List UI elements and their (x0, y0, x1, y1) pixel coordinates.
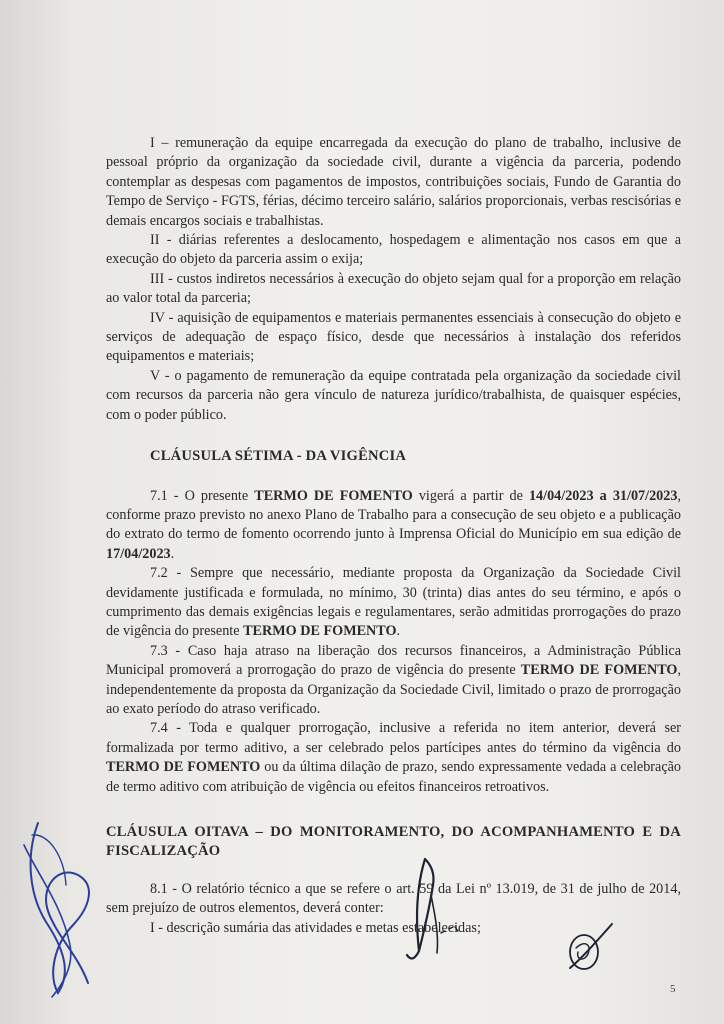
signature-right (562, 918, 622, 978)
bold-span: TERMO DE FOMENTO (520, 662, 678, 679)
bold-span: TERMO DE FOMENTO (106, 759, 261, 776)
list-item: V - o pagamento de remuneração da equipe contratada pela organização da sociedade civil com recursos da parceria não gera vínculo de natureza jurídico/trabalhista, de quaisquer espécies, com o poder público. (106, 367, 681, 423)
signature-center (395, 855, 475, 965)
clause-heading-7: CLÁUSULA SÉTIMA - DA VIGÊNCIA (150, 448, 407, 465)
page-number: 5 (670, 983, 676, 995)
paragraph-7-4 (106, 719, 681, 797)
text-span: . (396, 623, 401, 640)
paragraph-8-1: 8.1 - O relatório técnico a que se refere o art. 59 da Lei nº 13.019, de 31 de julho de 2014, sem prejuízo de outros elementos, deverá conter: (106, 880, 681, 917)
text-span: vigerá a partir de (412, 487, 529, 504)
signature-left (18, 815, 108, 1000)
text-span: 7.3 - Caso haja atraso na liberação dos recursos financeiros, a Administração Pública Municipal promoverá a prorrogação do prazo de vigência do presente (106, 642, 681, 679)
text-span: , independentemente da proposta da Organização da Sociedade Civil, limitado o prazo de prorrogação ao exato período do atraso verificado. (106, 662, 681, 717)
text-span: . (170, 545, 175, 562)
list-item: III - custos indiretos necessários à execução do objeto sejam qual for a proporção em relação ao valor total da parceria; (106, 270, 681, 307)
list-item: I – remuneração da equipe encarregada da execução do plano de trabalho, inclusive de pessoal próprio da organização da sociedade civil, durante a vigência da parceria, podendo contemplar as despesas com pagamentos de impostos, contribuições sociais, Fundo de Garantia do Tempo de Serviço - FGTS, férias, décimo terceiro salário, salários proporcionais, verbas rescisórias e demais encargos sociais e trabalhistas. (106, 135, 681, 229)
bold-span: TERMO DE FOMENTO (243, 623, 397, 640)
bold-span: 17/04/2023 (106, 545, 171, 562)
list-item: II - diárias referentes a deslocamento, hospedagem e alimentação nos casos em que a execução do objeto da parceria assim o exija; (106, 232, 681, 268)
text-span: , conforme prazo previsto no anexo Plano de Trabalho para a consecução de seu objeto e a publicação do extrato do termo de fomento ocorrendo junto à Imprensa Oficial do Município em sua edição de (106, 487, 681, 543)
bold-span: 14/04/2023 a 31/07/2023 (528, 487, 678, 504)
text-span: 7.2 - Sempre que necessário, mediante proposta da Organização da Sociedade Civil devidamente justificada e formulada, no mínimo, 30 (trinta) dias antes do seu término, e após o cumprimento das demais exigências legais e regulamentares, serão admitidas prorrogações do prazo de vigência do presente (106, 565, 681, 640)
text-span: 7.4 - Toda e qualquer prorrogação, inclusive a referida no item anterior, deverá ser formalizada por termo aditivo, a ser celebrado pelos partícipes antes do término da vigência do (106, 720, 681, 756)
clause-heading-8: CLÁUSULA OITAVA – DO MONITORAMENTO, DO ACOMPANHAMENTO E DA FISCALIZAÇÃO (106, 824, 681, 860)
text-span: 7.1 - O presente (150, 487, 255, 504)
bold-span: TERMO DE FOMENTO (254, 487, 413, 504)
text-span: ou da última dilação de prazo, sendo expressamente vedada a celebração de termo aditivo com atribuição de vigência ou efeitos financeiros retroativos. (106, 759, 682, 795)
document-body (106, 134, 681, 938)
paragraph-7-3 (106, 642, 681, 720)
list-item: IV - aquisição de equipamentos e materiais permanentes essenciais à consecução do objeto e serviços de adequação de espaço físico, desde que necessários à instalação dos referidos equipamentos e materiais; (106, 309, 681, 365)
list-item: I - descrição sumária das atividades e metas estabelecidas; (150, 919, 481, 936)
paragraph-7-2 (106, 564, 681, 642)
paragraph-7-1 (106, 487, 681, 565)
